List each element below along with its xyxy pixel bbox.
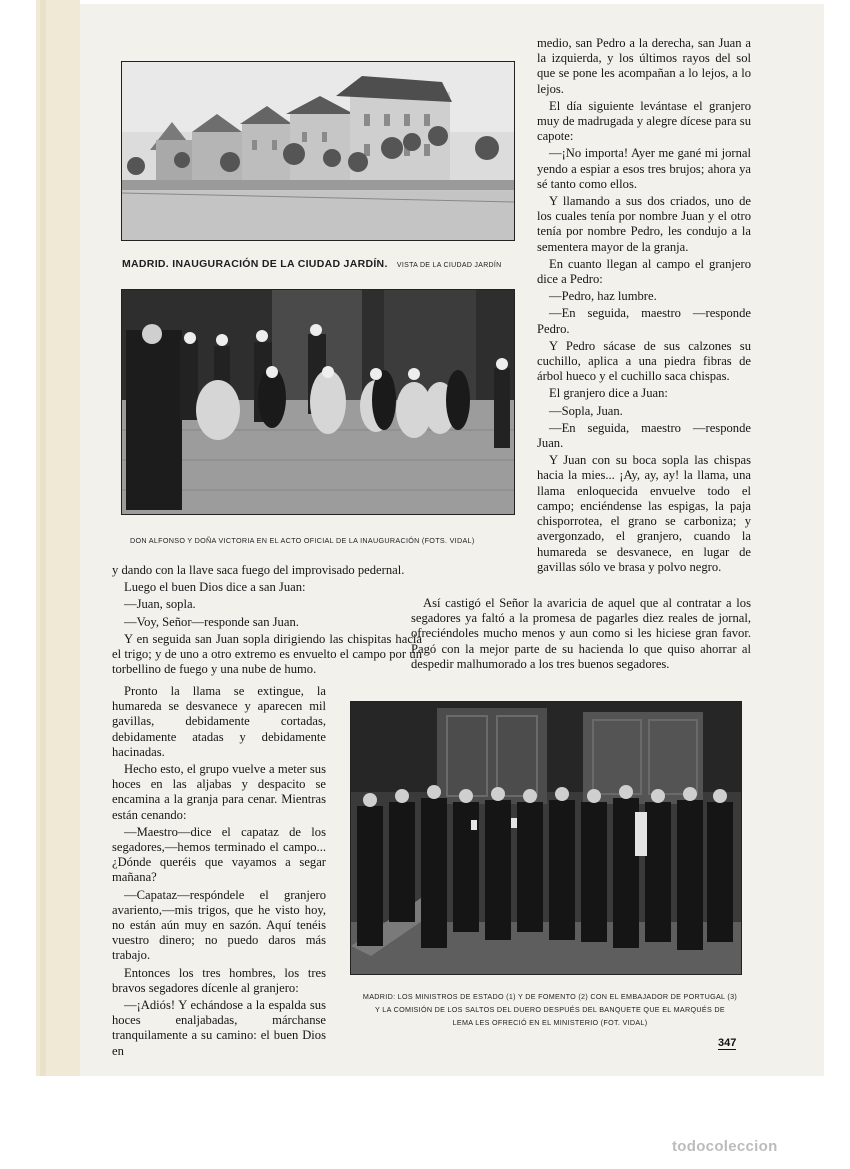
left-column-text bbox=[112, 563, 422, 679]
photo-inauguration bbox=[121, 289, 515, 515]
paragraph: —Pedro, haz lumbre. bbox=[549, 289, 657, 304]
caption-photo-garden-city bbox=[122, 258, 502, 270]
paragraph: Y Pedro sácase de sus calzones su cuchillo, aplica a una piedra fibras de árbol hueco y el cuchillo saca chispas. bbox=[537, 338, 751, 384]
paragraph: —En seguida, maestro —responde Juan. bbox=[537, 420, 751, 451]
caption-ministers-line-2: Y LA COMISIÓN DE LOS SALTOS DEL DUERO DESPUÉS DEL BANQUETE QUE EL MARQUÉS DE bbox=[375, 1005, 725, 1014]
caption-garden-city-title: MADRID. INAUGURACIÓN DE LA CIUDAD JARDÍN. bbox=[122, 258, 388, 270]
paragraph: Hecho esto, el grupo vuelve a meter sus hoces en las aljabas y despacito se encamina a la granja para cenar. Mientras están cenando: bbox=[112, 762, 326, 822]
paragraph: —Voy, Señor—responde san Juan. bbox=[124, 614, 299, 629]
narrow-column-text bbox=[112, 684, 326, 1061]
paragraph: y dando con la llave saca fuego del improvisado pedernal. bbox=[112, 563, 405, 577]
photo-ministers-image bbox=[351, 702, 741, 974]
caption-ministers-line-1: MADRID: LOS MINISTROS DE ESTADO (1) Y DE FOMENTO (2) CON EL EMBAJADOR DE PORTUGAL (3) bbox=[362, 992, 738, 1001]
paragraph: —¡No importa! Ayer me gané mi jornal yendo a espiar a esos tres brujos; ahora ya sé tanto como ellos. bbox=[537, 146, 751, 191]
paragraph: En cuanto llegan al campo el granjero dice a Pedro: bbox=[537, 256, 751, 287]
paragraph: El día siguiente levántase el granjero muy de madrugada y alegre dícese para su capote: bbox=[537, 98, 751, 144]
photo-inauguration-image bbox=[122, 290, 514, 514]
caption-photo-inauguration: DON ALFONSO Y DOÑA VICTORIA EN EL ACTO OFICIAL DE LA INAUGURACIÓN (FOTS. VIDAL) bbox=[130, 536, 475, 545]
photo-garden-city-image bbox=[122, 62, 514, 240]
caption-photo-ministers bbox=[345, 990, 755, 1029]
paragraph: —¡Adiós! Y echándose a la espalda sus hoces enaljabadas, márchanse tranquilamente a su camino: el buen Dios en bbox=[112, 998, 326, 1058]
paragraph: —Capataz—respóndele el granjero avariento,—mis trigos, que he visto hoy, no están aún muy en sazón. Aquí tenéis vuestro dinero; no puedo daros más trabajo. bbox=[112, 887, 326, 963]
paragraph: Pronto la llama se extingue, la humareda se desvanece y aparecen mil gavillas, debidamente cortadas, debidamente atadas y debidamente hacinadas. bbox=[112, 684, 326, 759]
paragraph: medio, san Pedro a la derecha, san Juan a la izquierda, y los últimos rayos del sol que se pone les acompañan a lo lejos, a lo lejos. bbox=[537, 36, 751, 96]
paragraph: Y Juan con su boca sopla las chispas hacia la mies... ¡Ay, ay, ay! la llama, una llama enloquecida envuelve todo el campo; enciéndense las espigas, la paja chisporrotea, el grano se carboniza; y avergonzado, el granjero, cuando la humareda se desvanece, en lugar de gavillas sólo ve brasa y polvo negro. bbox=[537, 453, 751, 574]
photo-ministers bbox=[350, 701, 742, 975]
binding-edge bbox=[40, 0, 46, 1076]
paragraph: Y en seguida san Juan sopla dirigiendo las chispitas hacia el trigo; y de uno a otro extremo es envuelto el campo por un torbellino de fuego y una nube de humo. bbox=[112, 631, 422, 677]
paragraph: El granjero dice a Juan: bbox=[549, 386, 668, 401]
paragraph: Luego el buen Dios dice a san Juan: bbox=[124, 580, 306, 595]
paragraph: —Juan, sopla. bbox=[124, 597, 196, 612]
photo-garden-city bbox=[121, 61, 515, 241]
lower-right-text bbox=[411, 596, 751, 674]
watermark: todocoleccion bbox=[672, 1138, 778, 1155]
right-column-text bbox=[537, 36, 751, 577]
paragraph: —En seguida, maestro —responde Pedro. bbox=[537, 306, 751, 336]
caption-ministers-line-3: LEMA LES OFRECIÓ EN EL MINISTERIO (FOT. VIDAL) bbox=[452, 1018, 648, 1027]
paragraph: Así castigó el Señor la avaricia de aquel que al contratar a los segadores ya faltó a la promesa de pagarles diez reales de jornal, ofreciéndoles mucho menos y aun como si les hiciese gran favor. Pagó con la mejor parte de su hacienda lo que quiso ahorrar al despedir malhumorado a los tres buenos segadores. bbox=[411, 596, 751, 671]
page-number: 347 bbox=[718, 1037, 737, 1049]
paragraph: —Sopla, Juan. bbox=[549, 403, 623, 418]
paragraph: —Maestro—dice el capataz de los segadores,—hemos terminado el campo... ¿Dónde queréis que vayamos a segar mañana? bbox=[112, 824, 326, 885]
caption-garden-city-sub: VISTA DE LA CIUDAD JARDÍN bbox=[396, 262, 502, 269]
paragraph: Y llamando a sus dos criados, uno de los cuales tenía por nombre Juan y el otro tenía por nombre Pedro, les condujo a la sementera mayor de la granja. bbox=[537, 194, 751, 254]
paragraph: Entonces los tres hombres, los tres bravos segadores dícenle al granjero: bbox=[112, 965, 326, 995]
